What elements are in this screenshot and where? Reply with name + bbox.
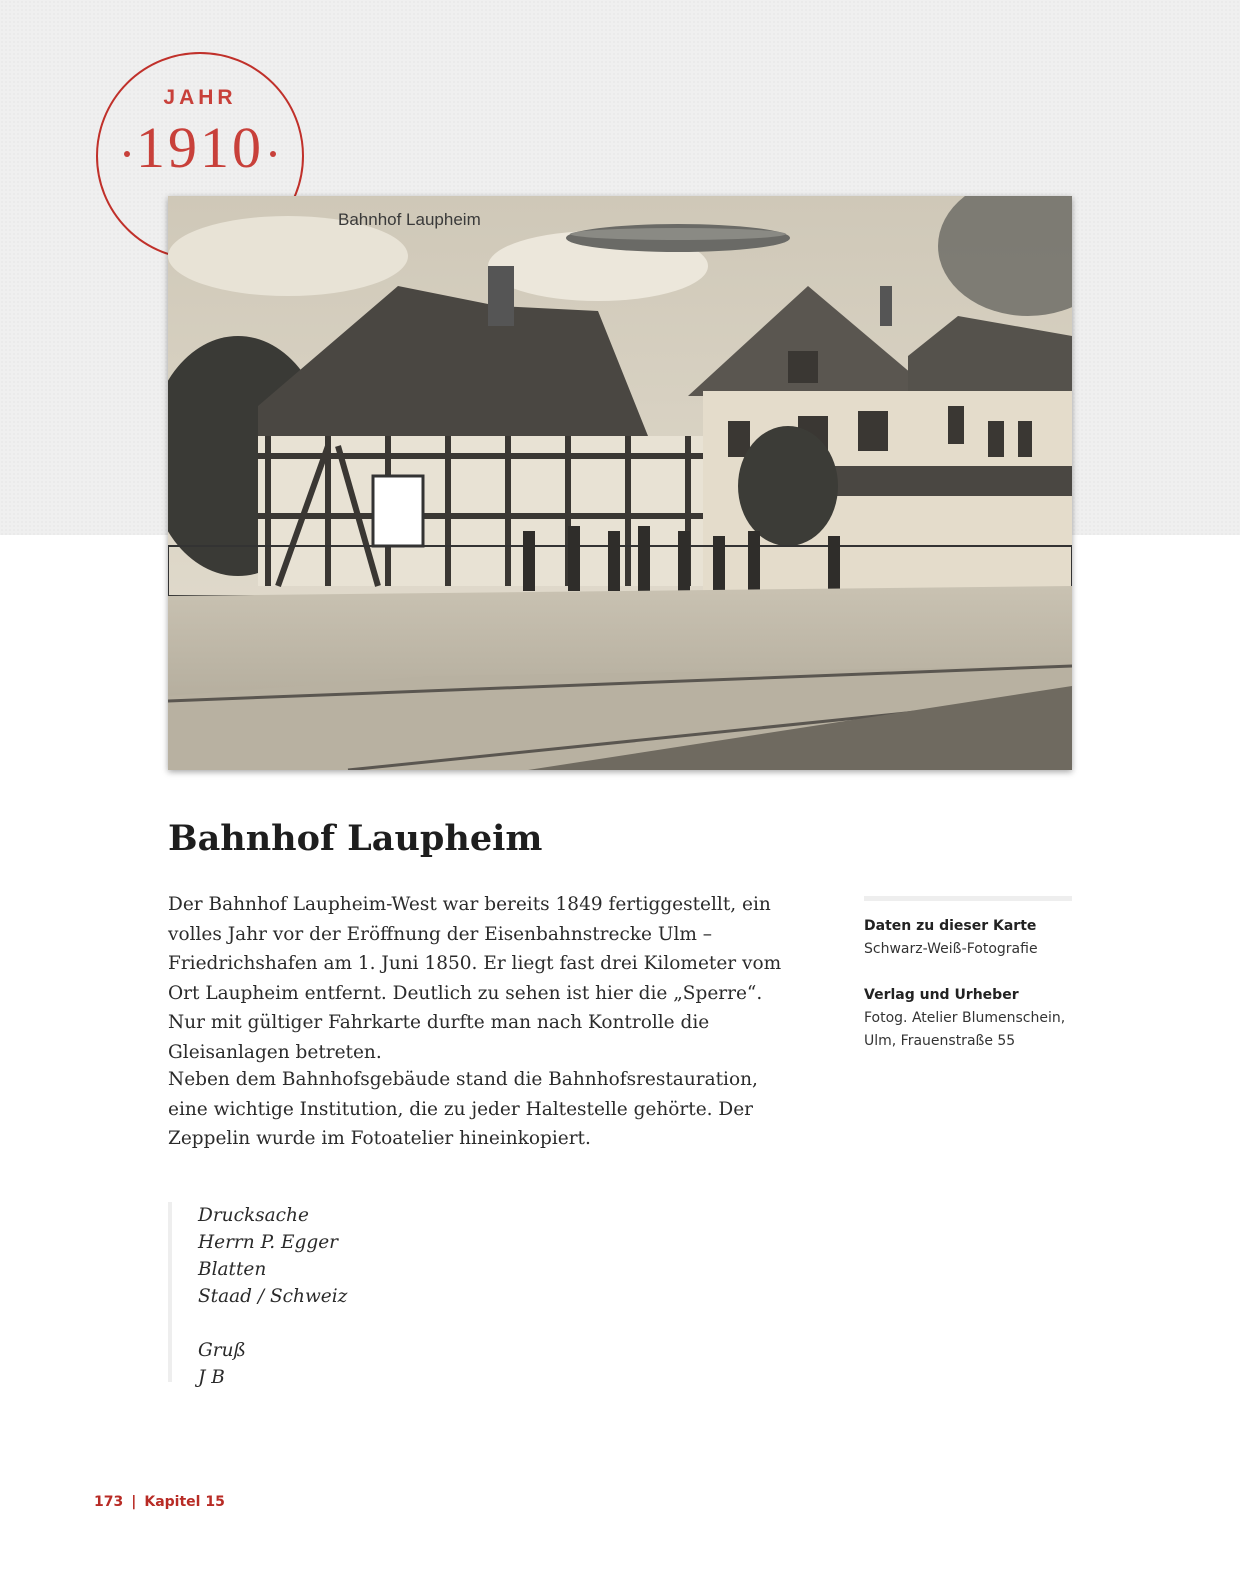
quote-line: J B [198,1367,225,1388]
paragraph-text: Neben dem Bahnhofsgebäude stand die Bahnhofsrestauration, eine wichtige Institution, die zu jeder Haltestelle gehörte. Der Zeppelin wurde im Fotoatelier hineinkopiert. [168,1069,758,1149]
quote-line: Drucksache [198,1205,309,1226]
station-illustration [168,196,1072,770]
card-info-sidebar [864,896,1072,1053]
publisher-line-2: Ulm, Frauenstraße 55 [864,1033,1016,1049]
paragraph-2 [168,1065,796,1154]
zeppelin-highlight [570,228,786,240]
window [373,476,423,546]
quote-line: Gruß [198,1340,246,1361]
tree [738,426,838,546]
page-number: 173 [94,1494,124,1510]
postcard-photo [168,196,1072,770]
paragraph-1 [168,890,796,1067]
chapter-label: Kapitel 15 [144,1494,225,1510]
photo-caption: Bahnhof Laupheim [338,210,481,229]
stamp-dot-right [270,151,276,157]
page-title: Bahnhof Laupheim [168,818,543,859]
stamp-year-row [98,114,302,181]
quote-line: Herrn P. Egger [198,1232,339,1253]
quote-line: Staad / Schweiz [198,1286,348,1307]
stamp-year: 1910 [136,115,264,180]
stamp-label: JAHR [163,86,237,109]
footer-separator: | [131,1494,137,1510]
publisher-label: Verlag und Urheber [864,987,1019,1003]
quote-line: Blatten [198,1259,267,1280]
chimney [488,266,514,326]
data-value: Schwarz-Weiß-Fotografie [864,941,1038,957]
data-label: Daten zu dieser Karte [864,918,1037,934]
paragraph-text: Der Bahnhof Laupheim-West war bereits 1849 fertiggestellt, ein volles Jahr vor der Eröffnung der Eisenbahnstrecke Ulm – Friedrichshafen am 1. Juni 1850. Er liegt fast drei Kilometer vom Ort Laupheim entfernt. Deutlich zu sehen ist hier die „Sperre“. Nur mit gültiger Fahrkarte durfte man nach Kontrolle die Gleisanlagen betreten. [168,894,782,1063]
stamp-dot-left [124,151,130,157]
chimney [880,286,892,326]
page-footer [94,1494,225,1510]
postcard-text-quote [168,1202,348,1388]
publisher-line-1: Fotog. Atelier Blumenschein, [864,1010,1066,1026]
